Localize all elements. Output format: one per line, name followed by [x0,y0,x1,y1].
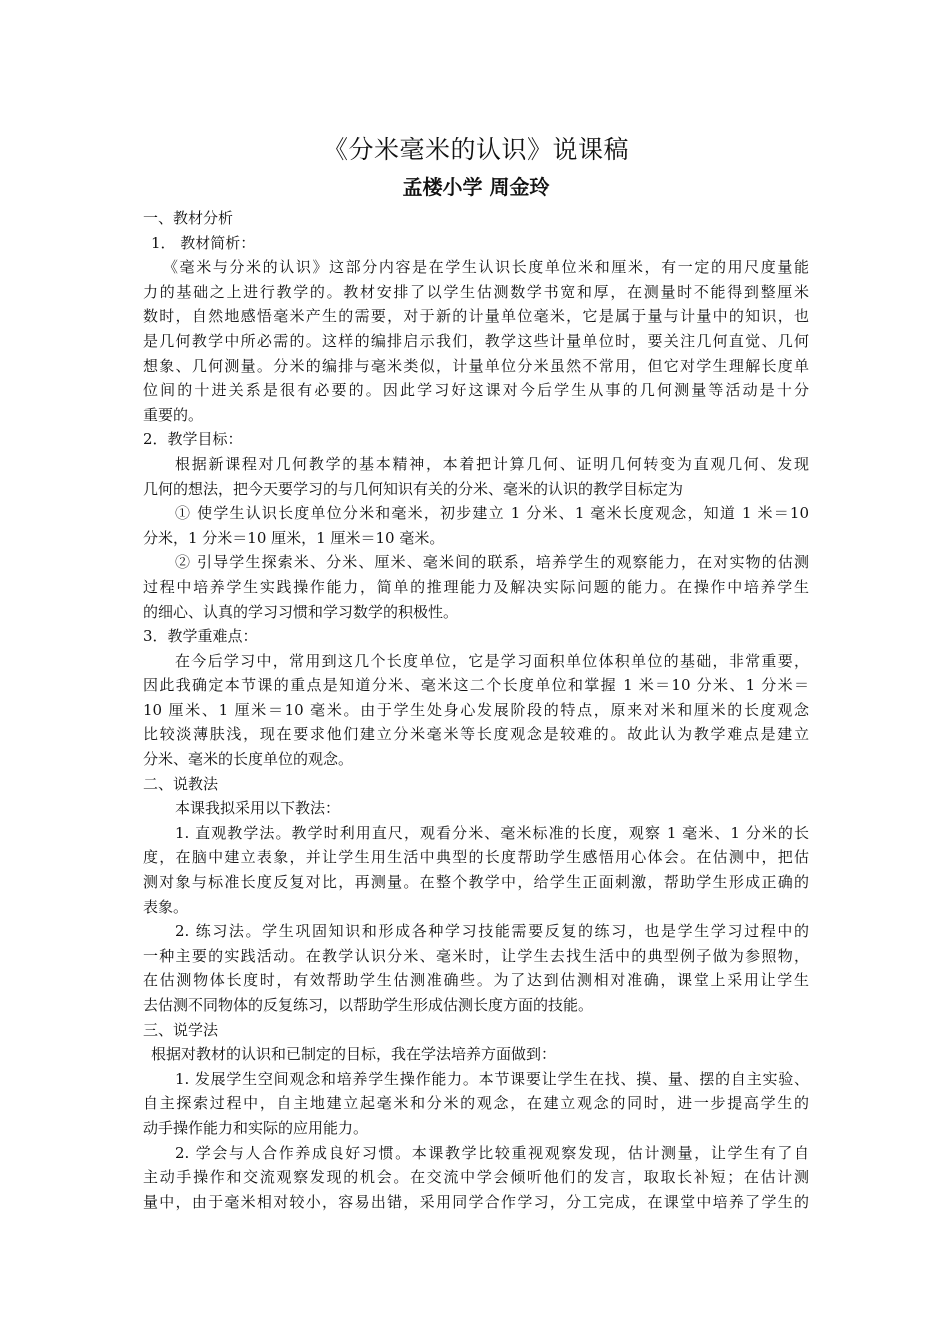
text-line: ② 引导学生探索米、分米、厘米、毫米间的联系，培养学生的观察能力，在对实物的估测 [175,553,809,572]
text-line: ① 使学生认识长度单位分米和毫米，初步建立 1 分米、1 毫米长度观念，知道 1 米＝10 [175,504,809,523]
text-line: 3．教学重难点： [143,627,258,646]
text-line: 去估测不同物体的反复练习，以帮助学生形成估测长度方面的技能。 [143,996,594,1014]
text-line: 《毫米与分米的认识》这部分内容是在学生认识长度单位米和厘米，有一定的用尺度量能 [163,258,809,277]
text-line: 是几何教学中所必需的。这样的编排启示我们，教学这些计量单位时，要关注几何直觉、几何 [143,331,809,350]
document-title: 《分米毫米的认识》说课稿 [322,135,629,164]
text-line: 度，在脑中建立表象，并让学生用生活中典型的长度帮助学生感悟用心体会。在估测中，把估 [143,848,809,867]
text-line: 三、说学法 [143,1020,219,1039]
text-line: 10 厘米、1 厘米＝10 毫米。由于学生处身心发展阶段的特点，原来对米和厘米的长度观念 [143,700,809,719]
text-line: 分米，1 分米＝10 厘米，1 厘米＝10 毫米。 [143,528,445,547]
document-body [143,206,809,1214]
text-line: 在估测物体长度时，有效帮助学生估测准确些。为了达到估测相对准确，课堂上采用让学生 [143,971,809,990]
text-line: 本课我拟采用以下教法： [175,799,341,818]
text-line: 1． 教材简析： [151,233,256,252]
text-line: 过程中培养学生实践操作能力，简单的推理能力及解决实际问题的能力。在操作中培养学生 [143,577,809,596]
text-line: 自主探索过程中，自主地建立起毫米和分米的观念，在建立观念的同时，进一步提高学生的 [143,1094,809,1113]
text-line: 动手操作能力和实际的应用能力。 [143,1118,369,1137]
text-line: 2. 练习法。学生巩固知识和形成各种学习技能需要反复的练习，也是学生学习过程中的 [175,922,809,941]
document-author: 孟楼小学 周金玲 [402,175,550,199]
text-line: 一、教材分析 [143,209,234,227]
text-line: 2．教学目标： [143,430,243,449]
text-line: 数时，自然地感悟毫米产生的需要，对于新的计量单位毫米，它是属于量与计量中的知识，也 [143,307,809,326]
text-line: 位间的十进关系是很有必要的。因此学习好这课对今后学生从事的几何测量等活动是十分 [143,381,809,400]
text-line: 1. 发展学生空间观念和培养学生操作能力。本节课要让学生在找、摸、量、摆的自主实验、 [175,1069,809,1088]
text-line: 因此我确定本节课的重点是知道分米、毫米这二个长度单位和掌握 1 米＝10 分米、1 分米＝ [143,676,809,695]
text-line: 二、说教法 [143,774,219,793]
text-line: 在今后学习中，常用到这几个长度单位，它是学习面积单位体积单位的基础，非常重要， [175,651,809,670]
text-line: 力的基础之上进行教学的。教材安排了以学生估测数学书宽和厚，在测量时不能得到整厘米 [143,282,809,301]
text-line: 分米、毫米的长度单位的观念。 [143,750,354,769]
document-page [143,130,809,1214]
text-line: 主动手操作和交流观察发现的机会。在交流中学会倾听他们的发言，取取长补短；在估计测 [143,1168,809,1187]
text-line: 1. 直观教学法。教学时利用直尺，观看分米、毫米标准的长度，观察 1 毫米、1 分米的长 [175,823,809,842]
text-line: 的细心、认真的学习习惯和学习数学的积极性。 [143,602,459,621]
text-line: 一种主要的实践活动。在教学认识分米、毫米时，让学生去找生活中的典型例子做为参照物， [143,946,809,965]
text-line: 几何的想法，把今天要学习的与几何知识有关的分米、毫米的认识的教学目标定为 [143,479,684,498]
text-line: 比较淡薄肤浅，现在要求他们建立分米毫米等长度观念是较难的。故此认为教学难点是建立 [143,725,809,744]
text-line: 根据对教材的认识和已制定的目标，我在学法培养方面做到： [151,1045,557,1064]
text-line: 2. 学会与人合作养成良好习惯。本课教学比较重视观察发现，估计测量，让学生有了自 [175,1143,809,1162]
text-line: 表象。 [143,897,189,916]
text-line: 想象、几何测量。分米的编排与毫米类似，计量单位分米虽然不常用，但它对学生理解长度单 [143,356,809,375]
text-line: 测对象与标准长度反复对比，再测量。在整个教学中，给学生正面刺激，帮助学生形成正确的 [143,873,809,892]
text-line: 重要的。 [143,405,204,424]
text-line: 根据新课程对几何教学的基本精神，本着把计算几何、证明几何转变为直观几何、发现 [175,454,809,473]
text-line: 量中，由于毫米相对较小，容易出错，采用同学合作学习，分工完成，在课堂中培养了学生的 [143,1192,809,1211]
